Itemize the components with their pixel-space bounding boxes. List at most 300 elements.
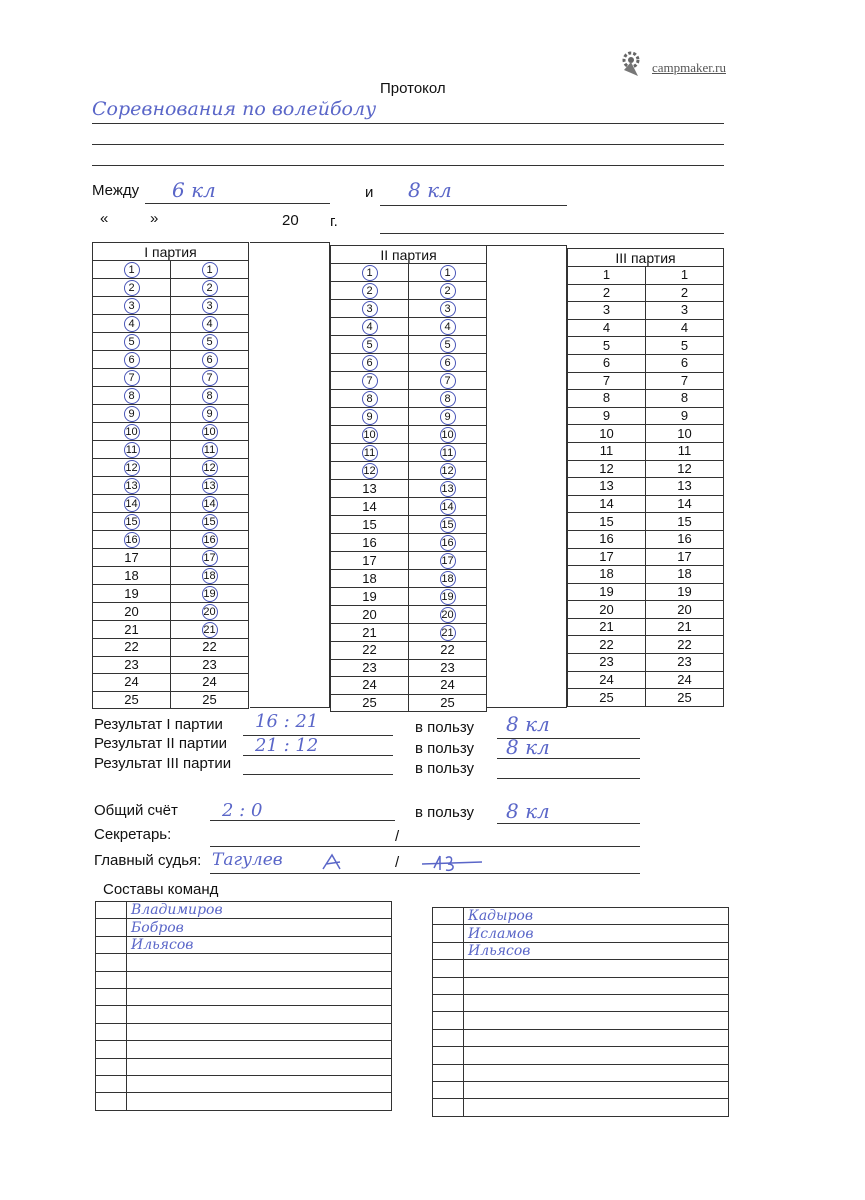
score-row: [331, 462, 487, 480]
roster-row: [433, 1099, 729, 1116]
point-cell-left: [331, 390, 409, 408]
scored-point-mark: 16: [203, 534, 216, 546]
point-cell-left: 1: [568, 267, 646, 285]
set1-spacer: [250, 242, 330, 708]
scored-point-mark: 5: [202, 334, 218, 350]
roster-row: [96, 1041, 392, 1058]
scored-point-mark: 5: [440, 337, 456, 353]
point-cell-right: 17: [646, 548, 724, 566]
roster-number-cell: [96, 936, 127, 953]
point-cell-left: 19: [331, 588, 409, 606]
roster-row: [433, 925, 729, 942]
roster-row: [433, 942, 729, 959]
roster-number-cell: [433, 925, 464, 942]
point-cell-right: [171, 279, 249, 297]
score-row: [331, 426, 487, 444]
point-cell-left: 21: [93, 621, 171, 639]
score-row: [331, 444, 487, 462]
gear-logo-icon: [616, 48, 646, 78]
point-cell-right: [171, 621, 249, 639]
score-row: [568, 442, 724, 460]
score-row: [568, 548, 724, 566]
scored-point-mark: 20: [441, 609, 454, 621]
set-title: III партия: [568, 249, 724, 267]
date-close-quote: »: [150, 210, 159, 227]
roster-number-cell: [433, 960, 464, 977]
roster-row: [433, 994, 729, 1011]
point-cell-left: 24: [93, 674, 171, 692]
point-cell-right: [409, 552, 487, 570]
point-cell-right: 14: [646, 495, 724, 513]
score-row: [93, 549, 249, 567]
point-cell-right: 24: [171, 674, 249, 692]
roster-number-cell: [96, 971, 127, 988]
roster-player-name: [464, 1099, 729, 1116]
line: [145, 203, 330, 204]
set1-result-label: Результат I партии: [94, 716, 223, 733]
roster-number-cell: [96, 1075, 127, 1092]
score-row: [93, 315, 249, 333]
roster-player-name: Владимиров: [127, 902, 392, 919]
scored-point-mark: 1: [202, 262, 218, 278]
line: [380, 233, 724, 234]
point-cell-right: 5: [646, 337, 724, 355]
point-cell-right: [409, 480, 487, 498]
crossed-mark: [422, 852, 482, 874]
point-cell-right: 7: [646, 372, 724, 390]
point-cell-left: [331, 282, 409, 300]
roster-row: [96, 902, 392, 919]
total-winner: 8 кл: [506, 799, 550, 823]
scored-point-mark: 9: [362, 409, 378, 425]
signature-mark: [320, 852, 344, 872]
point-cell-left: 22: [568, 636, 646, 654]
chief-judge-slash: /: [395, 854, 400, 871]
scored-point-mark: 2: [440, 283, 456, 299]
scored-point-mark: 7: [362, 373, 378, 389]
score-row: [331, 390, 487, 408]
point-cell-left: 11: [568, 442, 646, 460]
set-title: II партия: [331, 246, 487, 264]
scored-point-mark: 17: [203, 552, 216, 564]
scored-point-mark: 9: [202, 406, 218, 422]
roster-number-cell: [433, 908, 464, 925]
score-row: [93, 674, 249, 692]
scored-point-mark: 8: [440, 391, 456, 407]
scored-point-mark: 4: [202, 316, 218, 332]
scored-point-mark: 7: [124, 370, 140, 386]
point-cell-left: 24: [568, 671, 646, 689]
point-cell-left: 25: [568, 689, 646, 707]
point-cell-left: 20: [568, 601, 646, 619]
scored-point-mark: 13: [441, 483, 454, 495]
point-cell-left: 22: [93, 639, 171, 657]
point-cell-left: 14: [331, 498, 409, 516]
roster-player-name: Исламов: [464, 925, 729, 942]
roster-number-cell: [96, 1023, 127, 1040]
score-row: [568, 425, 724, 443]
roster-player-name: [127, 954, 392, 971]
score-row: [568, 495, 724, 513]
point-cell-right: [409, 588, 487, 606]
point-cell-left: [93, 369, 171, 387]
point-cell-left: 18: [568, 566, 646, 584]
scored-point-mark: 16: [125, 534, 138, 546]
rosters-title: Составы команд: [103, 881, 219, 898]
scored-point-mark: 13: [125, 480, 138, 492]
point-cell-right: 11: [646, 442, 724, 460]
point-cell-right: 22: [409, 642, 487, 660]
scored-point-mark: 16: [441, 537, 454, 549]
point-cell-left: 5: [568, 337, 646, 355]
score-row: [331, 354, 487, 372]
score-row: [93, 333, 249, 351]
roster-number-cell: [96, 1041, 127, 1058]
roster-player-name: [464, 960, 729, 977]
point-cell-left: 25: [93, 691, 171, 709]
score-row: [568, 372, 724, 390]
point-cell-right: 22: [171, 639, 249, 657]
score-row: [93, 459, 249, 477]
point-cell-left: 25: [331, 694, 409, 712]
roster-number-cell: [96, 954, 127, 971]
set1-table: [92, 242, 249, 709]
point-cell-left: [93, 531, 171, 549]
scored-point-mark: 6: [362, 355, 378, 371]
roster-player-name: [127, 1075, 392, 1092]
total-score: 2 : 0: [222, 800, 263, 821]
score-row: [568, 267, 724, 285]
point-cell-left: [331, 354, 409, 372]
point-cell-right: 25: [409, 694, 487, 712]
score-row: [568, 460, 724, 478]
team1-name: 6 кл: [172, 178, 216, 202]
roster-player-name: [127, 988, 392, 1005]
score-row: [568, 566, 724, 584]
scored-point-mark: 1: [440, 265, 456, 281]
roster-player-name: [464, 977, 729, 994]
point-cell-right: 15: [646, 513, 724, 531]
score-row: [568, 583, 724, 601]
point-cell-right: [409, 534, 487, 552]
point-cell-right: [171, 567, 249, 585]
roster-row: [433, 1047, 729, 1064]
point-cell-right: 23: [646, 654, 724, 672]
roster-row: [96, 1093, 392, 1110]
point-cell-right: 10: [646, 425, 724, 443]
score-row: [93, 297, 249, 315]
point-cell-right: [171, 405, 249, 423]
scored-point-mark: 21: [441, 627, 454, 639]
line: [92, 144, 724, 145]
point-cell-right: [171, 333, 249, 351]
score-row: [93, 639, 249, 657]
point-cell-left: [93, 279, 171, 297]
roster-player-name: [127, 1041, 392, 1058]
point-cell-right: 22: [646, 636, 724, 654]
logo-text: campmaker.ru: [652, 60, 726, 75]
roster-player-name: [464, 1081, 729, 1098]
roster-player-name: [127, 971, 392, 988]
score-row: [331, 408, 487, 426]
point-cell-left: [331, 372, 409, 390]
point-cell-right: [171, 351, 249, 369]
point-cell-right: 13: [646, 478, 724, 496]
point-cell-left: [331, 264, 409, 282]
scored-point-mark: 12: [441, 465, 454, 477]
roster-number-cell: [96, 1058, 127, 1075]
score-row: [93, 495, 249, 513]
set2-result-label: Результат II партии: [94, 735, 227, 752]
roster-player-name: [127, 1006, 392, 1023]
roster-row: [96, 919, 392, 936]
scored-point-mark: 11: [440, 445, 456, 461]
point-cell-right: [171, 603, 249, 621]
roster-number-cell: [433, 1081, 464, 1098]
page-title: Протокол: [380, 80, 446, 97]
roster-row: [96, 1023, 392, 1040]
scored-point-mark: 15: [203, 516, 216, 528]
point-cell-left: [331, 408, 409, 426]
point-cell-right: 18: [646, 566, 724, 584]
score-row: [568, 654, 724, 672]
score-row: [331, 282, 487, 300]
scored-point-mark: 7: [202, 370, 218, 386]
score-row: [331, 570, 487, 588]
score-row: [568, 530, 724, 548]
score-row: [331, 300, 487, 318]
scored-point-mark: 1: [362, 265, 378, 281]
score-row: [568, 478, 724, 496]
point-cell-right: [171, 459, 249, 477]
roster-row: [96, 971, 392, 988]
scored-point-mark: 3: [124, 298, 140, 314]
point-cell-left: 18: [93, 567, 171, 585]
point-cell-left: [93, 423, 171, 441]
point-cell-left: 23: [568, 654, 646, 672]
score-row: [93, 387, 249, 405]
point-cell-left: [93, 459, 171, 477]
point-cell-left: 6: [568, 354, 646, 372]
point-cell-left: 23: [93, 656, 171, 674]
scored-point-mark: 10: [125, 426, 138, 438]
point-cell-right: 19: [646, 583, 724, 601]
scored-point-mark: 15: [125, 516, 138, 528]
point-cell-left: [93, 495, 171, 513]
date-open-quote: «: [100, 210, 109, 227]
total-score-label: Общий счёт: [94, 802, 178, 819]
scored-point-mark: 14: [203, 498, 216, 510]
point-cell-right: 12: [646, 460, 724, 478]
roster-row: [433, 1064, 729, 1081]
point-cell-right: 20: [646, 601, 724, 619]
roster-player-name: [127, 1058, 392, 1075]
point-cell-left: 20: [93, 603, 171, 621]
scored-point-mark: 6: [202, 352, 218, 368]
scored-point-mark: 8: [202, 388, 218, 404]
roster-number-cell: [433, 1029, 464, 1046]
scored-point-mark: 13: [203, 480, 216, 492]
set2-spacer: [487, 245, 567, 708]
point-cell-right: [171, 585, 249, 603]
point-cell-right: [409, 318, 487, 336]
point-cell-right: 23: [171, 656, 249, 674]
point-cell-left: [331, 300, 409, 318]
point-cell-right: [409, 408, 487, 426]
point-cell-right: [409, 390, 487, 408]
set2-score: 21 : 12: [255, 735, 319, 756]
point-cell-right: 23: [409, 659, 487, 677]
score-row: [331, 677, 487, 695]
point-cell-left: 16: [568, 530, 646, 548]
score-row: [568, 407, 724, 425]
score-row: [568, 302, 724, 320]
scored-point-mark: 4: [124, 316, 140, 332]
point-cell-right: 2: [646, 284, 724, 302]
point-cell-left: 18: [331, 570, 409, 588]
roster-right-table: [432, 907, 729, 1117]
point-cell-left: [331, 444, 409, 462]
score-row: [331, 534, 487, 552]
point-cell-left: [93, 477, 171, 495]
total-in-favor-label: в пользу: [415, 804, 475, 821]
scored-point-mark: 9: [440, 409, 456, 425]
point-cell-left: [93, 315, 171, 333]
secretary-label: Секретарь:: [94, 826, 172, 843]
score-row: [93, 603, 249, 621]
point-cell-right: [171, 423, 249, 441]
scored-point-mark: 5: [362, 337, 378, 353]
point-cell-left: 4: [568, 319, 646, 337]
point-cell-left: [93, 405, 171, 423]
roster-row: [96, 954, 392, 971]
point-cell-right: [409, 336, 487, 354]
score-row: [331, 372, 487, 390]
score-row: [568, 354, 724, 372]
score-row: [568, 337, 724, 355]
scored-point-mark: 5: [124, 334, 140, 350]
roster-row: [96, 1058, 392, 1075]
line: [243, 755, 393, 756]
point-cell-left: 22: [331, 642, 409, 660]
point-cell-right: [409, 498, 487, 516]
score-row: [568, 601, 724, 619]
point-cell-right: [409, 282, 487, 300]
set1-score: 16 : 21: [255, 711, 319, 732]
point-cell-right: [409, 516, 487, 534]
point-cell-right: 6: [646, 354, 724, 372]
point-cell-right: [409, 300, 487, 318]
secretary-slash: /: [395, 828, 400, 845]
score-row: [331, 588, 487, 606]
roster-number-cell: [433, 1047, 464, 1064]
score-row: [93, 477, 249, 495]
roster-row: [433, 1012, 729, 1029]
roster-player-name: [464, 1047, 729, 1064]
point-cell-right: 16: [646, 530, 724, 548]
scored-point-mark: 12: [125, 462, 138, 474]
point-cell-right: 21: [646, 618, 724, 636]
score-row: [93, 567, 249, 585]
point-cell-right: [171, 261, 249, 279]
scored-point-mark: 14: [125, 498, 138, 510]
and-label: и: [365, 184, 374, 201]
score-row: [331, 606, 487, 624]
point-cell-right: [171, 297, 249, 315]
score-row: [331, 694, 487, 712]
point-cell-right: [409, 426, 487, 444]
roster-player-name: [127, 1093, 392, 1110]
point-cell-right: 25: [171, 691, 249, 709]
line: [92, 165, 724, 166]
scored-point-mark: 3: [440, 301, 456, 317]
score-row: [93, 531, 249, 549]
date-year-prefix: 20: [282, 212, 299, 229]
point-cell-left: [93, 441, 171, 459]
scored-point-mark: 18: [441, 573, 454, 585]
scored-point-mark: 1: [124, 262, 140, 278]
score-row: [93, 369, 249, 387]
scored-point-mark: 8: [124, 388, 140, 404]
score-row: [331, 624, 487, 642]
point-cell-left: 12: [568, 460, 646, 478]
chief-judge-name: Тагулев: [212, 850, 283, 870]
point-cell-right: [171, 513, 249, 531]
point-cell-right: [171, 495, 249, 513]
point-cell-right: [409, 264, 487, 282]
point-cell-right: 9: [646, 407, 724, 425]
scored-point-mark: 2: [362, 283, 378, 299]
point-cell-left: 14: [568, 495, 646, 513]
scored-point-mark: 2: [202, 280, 218, 296]
line: [210, 846, 640, 847]
scored-point-mark: 15: [441, 519, 454, 531]
point-cell-right: 4: [646, 319, 724, 337]
score-row: [331, 659, 487, 677]
point-cell-left: [93, 387, 171, 405]
point-cell-left: 13: [331, 480, 409, 498]
roster-number-cell: [96, 919, 127, 936]
scored-point-mark: 18: [203, 570, 216, 582]
point-cell-left: [331, 318, 409, 336]
scored-point-mark: 11: [124, 442, 140, 458]
set3-result-label: Результат III партии: [94, 755, 232, 772]
point-cell-right: [171, 387, 249, 405]
point-cell-left: 19: [93, 585, 171, 603]
set-title: I партия: [93, 243, 249, 261]
point-cell-left: [93, 513, 171, 531]
roster-number-cell: [433, 1099, 464, 1116]
score-row: [331, 336, 487, 354]
line: [243, 774, 393, 775]
scored-point-mark: 3: [202, 298, 218, 314]
point-cell-right: 25: [646, 689, 724, 707]
roster-row: [433, 977, 729, 994]
roster-player-name: [464, 994, 729, 1011]
point-cell-left: 10: [568, 425, 646, 443]
score-row: [568, 284, 724, 302]
roster-number-cell: [433, 1064, 464, 1081]
competition-name: Соревнования по волейболу: [92, 98, 377, 120]
point-cell-left: 21: [568, 618, 646, 636]
point-cell-left: 17: [93, 549, 171, 567]
score-row: [93, 656, 249, 674]
set2-in-favor-label: в пользу: [415, 740, 475, 757]
point-cell-left: [331, 426, 409, 444]
set3-in-favor-label: в пользу: [415, 760, 475, 777]
point-cell-left: 3: [568, 302, 646, 320]
point-cell-right: 24: [646, 671, 724, 689]
